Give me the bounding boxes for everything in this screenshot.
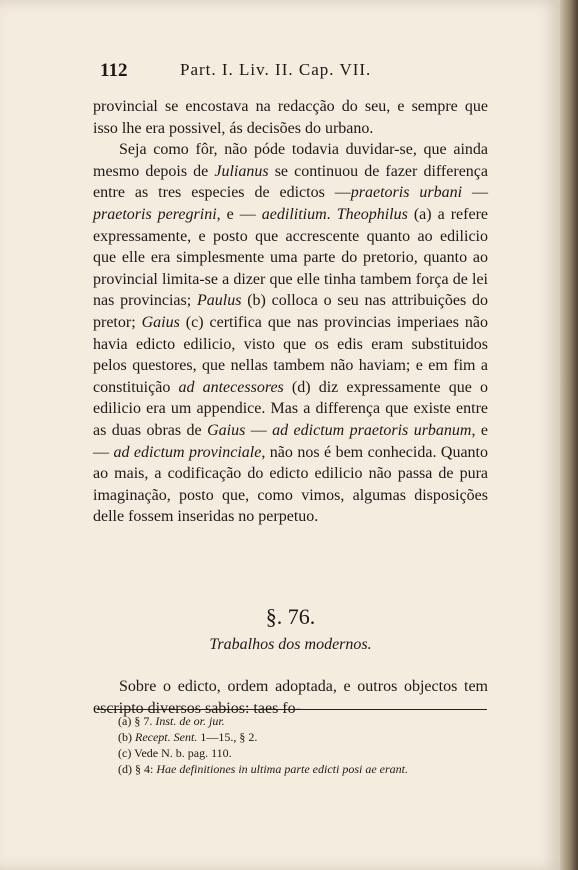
text-run: Seja como fôr, não póde todavia duvidar-se, que ainda mesmo depois de [93,141,488,180]
italic-run: ad edictum provinciale [113,443,262,461]
footnote [118,713,488,729]
page-edge [560,0,578,870]
footnotes [118,713,488,777]
italic-run: praetoris urbani [350,184,463,202]
section-subtitle: Trabalhos dos modernos. [209,636,372,653]
italic-run: aedilitium [261,205,327,223]
footnote-text: § 7. [131,714,156,728]
italic-run: Gaius [207,421,246,439]
running-title: Part. I. Liv. II. Cap. VII. [180,60,372,79]
footnote [118,729,488,745]
page-number: 112 [100,60,128,81]
text-run: , não nos é bem conhecida. Quanto ao mais, a codificação do edicto edilicio não passa de pura imaginação, posto que, como vimos, algumas disposições delle fossem inseridas no perpetuo. [93,443,489,526]
italic-run: ad antecessores [178,378,284,396]
italic-run: Theophilus [336,205,408,223]
italic-run: ad edictum praetoris urbanum [272,421,472,439]
footnote-rule [97,709,487,710]
footnote-mark: (b) [118,730,132,744]
footnote-text: Vede N. b. pag. 110. [131,746,232,760]
running-header [100,60,460,84]
text-run: (b) colloca o seu nas attribuições do pretor; [93,292,489,331]
footnote-mark: (c) [118,746,132,760]
text-run: , e — [216,205,262,223]
paragraph-2 [93,139,488,528]
text-run: se continuou de fazer differença entre as tres especies de edictos — [93,162,488,202]
main-text [93,96,488,528]
text-run: (d) diz expressamente que o edilicio era um appendice. Mas a differença que existe entre as duas obras de [93,378,489,439]
paragraph-1: provincial se encostava na redacção do seu, e sempre que isso lhe era possivel, ás decisões do urbano. [93,98,488,137]
footnote-text: Hae definitiones in ultima parte edicti posi ae erant. [156,762,408,776]
text-run: (a) a refere expressamente, e posto que accrescente quanto ao edilicio que elle era simplesmente uma parte do pretorio, quanto ao provincial limita-se a dizer que elle tinha tambem força de lei nas provincias; [93,205,488,310]
footnote-text: Inst. de or. jur. [155,714,225,728]
italic-run: Gaius [141,313,180,331]
text-run: — [462,184,489,202]
italic-run: praetoris peregrini [93,205,217,223]
text-run: . [326,205,337,223]
text-run: , e — [93,421,488,461]
text-run: (c) certifica que nas provincias imperiaes não havia edicto edilicio, visto que os edis eram substituidos pelos questores, que nellas tambem não haviam; e em fim a constituição [93,313,489,396]
footnote-mark: (d) [118,762,132,776]
footnote-mark: (a) [118,714,132,728]
text-run: — [245,421,273,439]
footnote-text: Recept. Sent. [135,730,198,744]
footnote-text: § 4: [132,762,157,776]
italic-run: Paulus [196,292,242,310]
footnote-text: 1—15., § 2. [197,730,258,744]
section-heading: §. 76. [265,604,316,629]
footnote [118,745,488,761]
footnote [118,761,488,777]
paragraph-3: Sobre o edicto, ordem adoptada, e outros objectos tem escripto diversos sabios: taes fo- [93,678,488,717]
italic-run: Julianus [214,162,269,180]
